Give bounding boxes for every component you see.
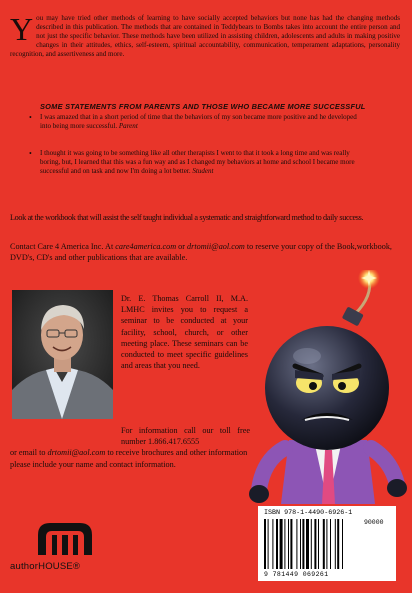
authorhouse-logo-icon <box>30 519 100 559</box>
bomb-character-illustration <box>245 270 410 505</box>
price-code: 90000 <box>364 519 384 526</box>
info-toll-free: For information call our toll free number 1.866.417.6555 <box>121 426 250 447</box>
contact-prefix: Contact Care 4 America Inc. At <box>10 242 114 251</box>
care4america-link[interactable]: care4america.com <box>115 242 177 251</box>
isbn-number: 9 781449 069261 <box>264 571 329 578</box>
testimonial-student <box>29 149 362 177</box>
contact-suffix: to reserve your copy of the Book,workbook, DVD's, CD's and other publications that are available. <box>10 242 392 262</box>
info-email-link[interactable]: drtomii@aol.com <box>47 448 106 458</box>
intro-text: ou may have tried other methods of learning to have socially accepted behaviors but none has had the changing methods described in this publication. The methods that are contained in Teddybears to Bombs takes into account the entire person and not just the specific behavior. These methods have been utilized in assisting children, adolescents and adults in making positive changes in their attitudes, ethics, self-esteem, spiritual accountability, communication, temperament adaptations, personality recognition, and assertiveness and more. <box>10 14 400 58</box>
testimonial-text: I thought it was going to be something like all other therapists I went to that it took a long time and was really boring, but, I learned that this was a fun way and as I changed my behaviors at home and school I became more successful and on task and now I'm doing a lot better. <box>40 149 355 176</box>
testimonial-attribution: Parent <box>118 122 138 131</box>
intro-dropcap: Y <box>10 11 34 47</box>
contact-or: or <box>178 242 185 251</box>
testimonial-parent <box>29 113 362 131</box>
isbn-barcode <box>258 506 396 581</box>
statements-heading: SOME STATEMENTS FROM PARENTS AND THOSE WHO BECAME MORE SUCCESSFUL <box>40 102 366 111</box>
testimonial-text: I was amazed that in a short period of time that the behaviors of my son became more positive and he developed into being more successful. <box>40 113 357 131</box>
author-photo <box>12 290 113 419</box>
authorhouse-logo-text: authorHOUSE® <box>10 561 81 572</box>
intro-paragraph <box>10 11 400 59</box>
drtomii-email-link[interactable]: drtomii@aol.com <box>187 242 245 251</box>
barcode-bars <box>264 519 360 569</box>
info-suffix: to receive brochures and other information please include your name and contact information. <box>10 448 248 469</box>
contact-paragraph <box>10 241 402 263</box>
isbn-label: ISBN 978-1-4490-6926-1 <box>264 509 353 517</box>
bullet-icon: • <box>29 113 32 122</box>
workbook-paragraph: Look at the workbook that will assist the self taught individual a systematic and straightforward method to daily success. <box>10 213 364 222</box>
info-prefix: or email to <box>10 448 46 458</box>
bullet-icon: • <box>29 149 32 158</box>
info-paragraph <box>10 425 250 470</box>
testimonial-attribution: Student <box>192 167 214 176</box>
seminar-paragraph: Dr. E. Thomas Carroll II, M.A. LMHC invites you to request a seminar to be conducted at your facility, school, church, or other meeting place. These seminars can be conducted to meet specific guidelines and areas that you need. <box>121 294 248 371</box>
